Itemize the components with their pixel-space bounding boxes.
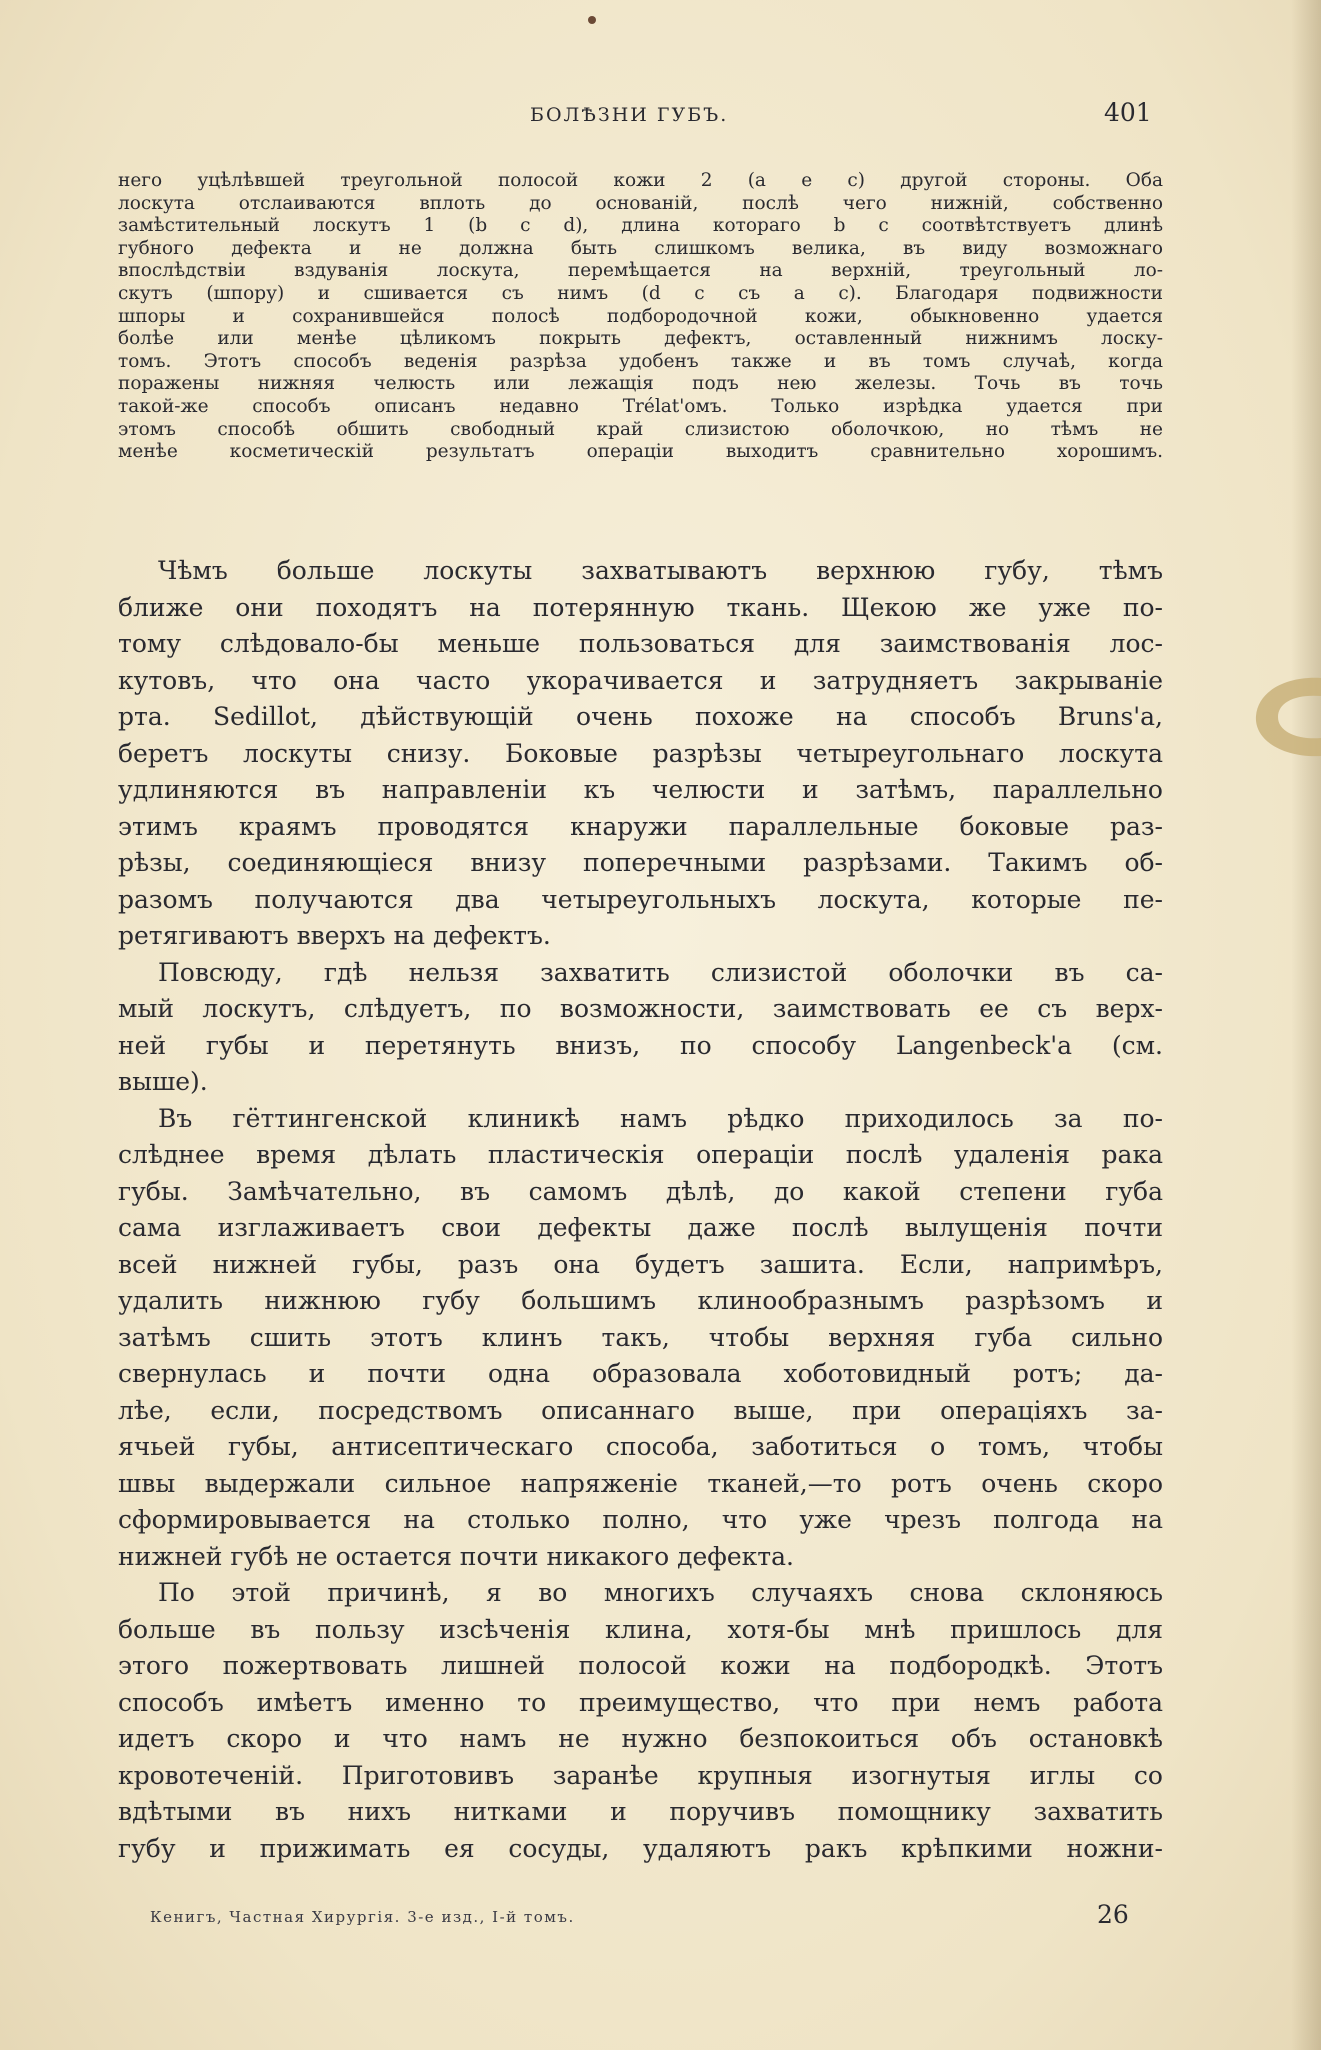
main-text-line: мый лоскутъ, слѣдуетъ, по возможности, заимствовать ее съ верх- — [118, 994, 1163, 1023]
main-text-line: всей нижней губы, разъ она будетъ зашита. Если, напримѣръ, — [118, 1249, 1163, 1279]
page-edge-shadow — [1291, 0, 1321, 2050]
main-text-line: ближе они походятъ на потерянную ткань. Щекою же уже по- — [118, 592, 1163, 622]
small-text-line: замѣстительный лоскутъ 1 (b c d), длина котораго b c соотвѣтствуетъ длинѣ — [118, 215, 1163, 237]
main-text-line: Повсюду, гдѣ нельзя захватить слизистой оболочки въ са- — [158, 957, 1163, 987]
ink-dot — [588, 16, 596, 24]
clip-shape — [1256, 678, 1321, 756]
small-text-line: скутъ (шпору) и сшивается съ нимъ (d c съ a c). Благодаря подвижности — [118, 282, 1163, 304]
main-text-line: разомъ получаются два четыреугольныхъ лоскута, которые пе- — [118, 884, 1163, 914]
main-text-line: Въ гёттингенской клиникѣ намъ рѣдко приходилось за по- — [158, 1103, 1163, 1133]
main-text — [118, 553, 1163, 1867]
main-text-line: больше въ пользу изсѣченія клина, хотя-бы мнѣ пришлось для — [118, 1614, 1163, 1644]
page-number: 401 — [1104, 98, 1152, 127]
main-text-line: свернулась и почти одна образовала хоботовидный ротъ; да- — [118, 1359, 1163, 1388]
main-text-line: ней губы и перетянуть внизъ, по способу Langenbeck'а (см. — [118, 1030, 1163, 1060]
small-text-line: лоскута отслаиваются вплоть до основаній, послѣ чего нижній, собственно — [118, 192, 1163, 214]
main-text-line: тому слѣдовало-бы меньше пользоваться для заимствованія лос- — [118, 629, 1163, 658]
small-text-line: губного дефекта и не должна быть слишкомъ велика, въ виду возможнаго — [118, 237, 1163, 259]
small-text-line: поражены нижняя челюсть или лежащія подъ нею железы. Точь въ точь — [118, 373, 1163, 395]
main-text-line: губы. Замѣчательно, въ самомъ дѣлѣ, до какой степени губа — [118, 1176, 1163, 1206]
main-text-line: этимъ краямъ проводятся кнаружи параллельные боковые раз- — [118, 811, 1163, 841]
main-text-line: удалить нижнюю губу большимъ клинообразнымъ разрѣзомъ и — [118, 1286, 1163, 1315]
small-print-paragraph — [118, 170, 1163, 464]
small-text-line: такой-же способъ описанъ недавно Trélat'омъ. Только изрѣдка удается при — [118, 395, 1163, 417]
main-text-line: ретягиваютъ вверхъ на дефектъ. — [118, 921, 551, 950]
main-text-line: кутовъ, что она часто укорачивается и затрудняетъ закрываніе — [118, 665, 1163, 695]
signature-number: 26 — [1097, 1900, 1129, 1929]
main-text-line: сформировывается на столько полно, что уже чрезъ полгода на — [118, 1505, 1163, 1534]
main-text-line: вдѣтыми въ нихъ нитками и поручивъ помощнику захватить — [118, 1797, 1163, 1826]
small-text-line: болѣе или менѣе цѣликомъ покрыть дефектъ, оставленный нижнимъ лоску- — [118, 328, 1163, 350]
main-text-line: идетъ скоро и что намъ не нужно безпокоиться объ остановкѣ — [118, 1724, 1163, 1753]
small-text-line: впослѣдствіи вздуванія лоскута, перемѣщается на верхній, треугольный ло- — [118, 260, 1163, 282]
main-text-line: По этой причинѣ, я во многихъ случаяхъ снова склоняюсь — [158, 1578, 1163, 1607]
main-text-line: ячьей губы, антисептическаго способа, заботиться о томъ, чтобы — [118, 1432, 1163, 1461]
main-text-line: нижней губѣ не остается почти никакого дефекта. — [118, 1541, 794, 1571]
main-text-line: затѣмъ сшить этотъ клинъ такъ, чтобы верхняя губа сильно — [118, 1322, 1163, 1352]
main-text-line: рѣзы, соединяющіеся внизу поперечными разрѣзами. Такимъ об- — [118, 848, 1163, 877]
main-text-line: сама изглаживаетъ свои дефекты даже послѣ вылущенія почти — [118, 1213, 1163, 1242]
main-text-line: лѣе, если, посредствомъ описаннаго выше, при операціяхъ за- — [118, 1395, 1163, 1425]
paper-clip-mark — [1248, 672, 1321, 762]
main-text-line: этого пожертвовать лишней полосой кожи на подбородкѣ. Этотъ — [118, 1651, 1163, 1680]
small-text-line: этомъ способѣ обшить свободный край слизистою оболочкою, но тѣмъ не — [118, 418, 1163, 440]
main-text-line: губу и прижимать ея сосуды, удаляютъ ракъ крѣпкими ножни- — [118, 1833, 1163, 1863]
small-text-line: шпоры и сохранившейся полосѣ подбородочной кожи, обыкновенно удается — [118, 305, 1163, 327]
small-text-line: менѣе косметическій результатъ операціи выходитъ сравнительно хорошимъ. — [118, 441, 1163, 463]
small-text-line: томъ. Этотъ способъ веденія разрѣза удобенъ также и въ томъ случаѣ, когда — [118, 350, 1163, 372]
main-text-line: выше). — [118, 1067, 208, 1096]
main-text-line: Чѣмъ больше лоскуты захватываютъ верхнюю губу, тѣмъ — [158, 556, 1163, 585]
main-text-line: кровотеченій. Приготовивъ заранѣе крупныя изогнутыя иглы со — [118, 1760, 1163, 1790]
main-text-line: рта. Sedillot, дѣйствующій очень похоже на способъ Bruns'а, — [118, 702, 1163, 731]
main-text-line: швы выдержали сильное напряженіе тканей,—то ротъ очень скоро — [118, 1468, 1163, 1498]
running-title: БОЛѢЗНИ ГУБЪ. — [530, 104, 729, 126]
small-text-line: него уцѣлѣвшей треугольной полосой кожи 2 (a e c) другой стороны. Оба — [118, 170, 1163, 191]
printer-signature: Кенигъ, Частная Хирургія. 3-е изд., I-й томъ. — [150, 1908, 575, 1926]
main-text-line: способъ имѣетъ именно то преимущество, что при немъ работа — [118, 1687, 1163, 1717]
main-text-line: удлиняются въ направленіи къ челюсти и затѣмъ, параллельно — [118, 775, 1163, 804]
main-text-line: слѣднее время дѣлать пластическія операціи послѣ удаленія рака — [118, 1140, 1163, 1169]
main-text-line: беретъ лоскуты снизу. Боковые разрѣзы четыреугольнаго лоскута — [118, 738, 1163, 768]
